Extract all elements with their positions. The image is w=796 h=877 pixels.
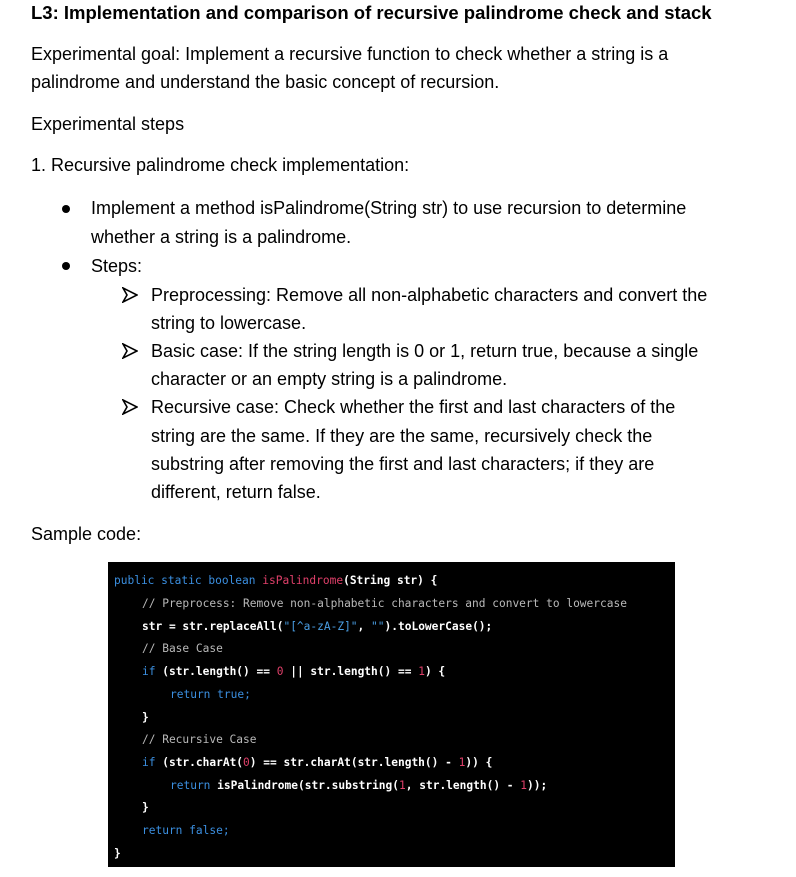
goal-line-1: Experimental goal: Implement a recursive function to check whether a string is a bbox=[31, 44, 669, 64]
sub-bullet-3-line-1: Recursive case: Check whether the first and last characters of the bbox=[151, 397, 676, 417]
page-title: L3: Implementation and comparison of recursive palindrome check and stack bbox=[31, 2, 712, 23]
code-text: } bbox=[142, 801, 149, 814]
code-text: (str.charAt( bbox=[155, 756, 244, 769]
sub-bullet-2-line-1: Basic case: If the string length is 0 or 1, return true, because a single bbox=[151, 341, 699, 361]
code-text: (str.length() == bbox=[155, 665, 277, 678]
code-keyword: if bbox=[142, 665, 156, 678]
section-1-heading: 1. Recursive palindrome check implementation: bbox=[31, 155, 410, 175]
sub-bullet-2-line-2: character or an empty string is a palindrome. bbox=[151, 369, 508, 389]
code-line bbox=[142, 664, 445, 680]
code-line bbox=[170, 687, 251, 703]
code-keyword: static bbox=[161, 574, 202, 587]
code-number: 1 bbox=[418, 665, 425, 678]
code-comment: // Preprocess: Remove non-alphabetic characters and convert to lowercase bbox=[142, 597, 627, 610]
code-number: 1 bbox=[458, 756, 466, 769]
code-line bbox=[142, 755, 492, 771]
code-text: )); bbox=[527, 779, 548, 792]
code-line bbox=[142, 619, 492, 635]
code-keyword: boolean bbox=[208, 574, 256, 587]
arrow-bullet-icon bbox=[122, 343, 138, 359]
code-line bbox=[142, 641, 223, 657]
code-line bbox=[142, 732, 257, 748]
code-line bbox=[142, 710, 149, 726]
code-text: } bbox=[114, 847, 121, 860]
code-keyword: return bbox=[170, 779, 211, 792]
sub-bullet-3-line-4: different, return false. bbox=[151, 482, 321, 502]
bullet-1-line-2: whether a string is a palindrome. bbox=[91, 227, 352, 247]
code-comment: // Base Case bbox=[142, 642, 223, 655]
code-function-name: isPalindrome bbox=[262, 574, 344, 587]
goal-line-2: palindrome and understand the basic concept of recursion. bbox=[31, 72, 500, 92]
code-keyword: return true; bbox=[170, 688, 251, 701]
code-line bbox=[170, 778, 547, 794]
code-keyword: return false; bbox=[142, 824, 230, 837]
sample-code-heading: Sample code: bbox=[31, 524, 142, 544]
arrow-bullet-icon bbox=[122, 399, 138, 415]
code-text: || str.length() == bbox=[283, 665, 419, 678]
sub-bullet-1-line-1: Preprocessing: Remove all non-alphabetic characters and convert the bbox=[151, 285, 708, 305]
code-text: , bbox=[357, 620, 372, 633]
code-line bbox=[114, 846, 121, 862]
code-comment: // Recursive Case bbox=[142, 733, 257, 746]
code-text: ).toLowerCase(); bbox=[384, 620, 493, 633]
code-line bbox=[142, 800, 149, 816]
code-number: 1 bbox=[399, 779, 406, 792]
steps-heading: Experimental steps bbox=[31, 114, 185, 134]
code-string: "[^a-zA-Z]" bbox=[283, 620, 358, 633]
code-text: isPalindrome(str.substring( bbox=[210, 779, 400, 792]
code-keyword: if bbox=[142, 756, 156, 769]
code-text: (String str) { bbox=[343, 574, 438, 587]
sub-bullet-1-line-2: string to lowercase. bbox=[151, 313, 307, 333]
code-text: str = str.replaceAll( bbox=[142, 620, 284, 633]
code-line bbox=[142, 596, 627, 612]
code-block bbox=[108, 562, 675, 867]
code-string: "" bbox=[371, 620, 385, 633]
code-text: , str.length() - bbox=[405, 779, 521, 792]
bullet-1-line-1: Implement a method isPalindrome(String str) to use recursion to determine bbox=[91, 198, 687, 218]
sub-bullet-3-line-3: substring after removing the first and last characters; if they are bbox=[151, 454, 655, 474]
code-number: 0 bbox=[243, 756, 250, 769]
arrow-bullet-icon bbox=[122, 287, 138, 303]
code-text: ) { bbox=[424, 665, 446, 678]
code-line bbox=[142, 823, 230, 839]
code-text: } bbox=[142, 711, 149, 724]
code-text: ) == str.charAt(str.length() - bbox=[249, 756, 459, 769]
code-text: )) { bbox=[465, 756, 493, 769]
bullet-dot bbox=[62, 205, 70, 213]
code-keyword: public bbox=[114, 574, 155, 587]
bullet-dot bbox=[62, 262, 70, 270]
code-number: 0 bbox=[276, 665, 284, 678]
code-number: 1 bbox=[520, 779, 528, 792]
sub-bullet-3-line-2: string are the same. If they are the same, recursively check the bbox=[151, 426, 653, 446]
bullet-2-line-1: Steps: bbox=[91, 256, 143, 276]
code-line bbox=[114, 573, 437, 589]
